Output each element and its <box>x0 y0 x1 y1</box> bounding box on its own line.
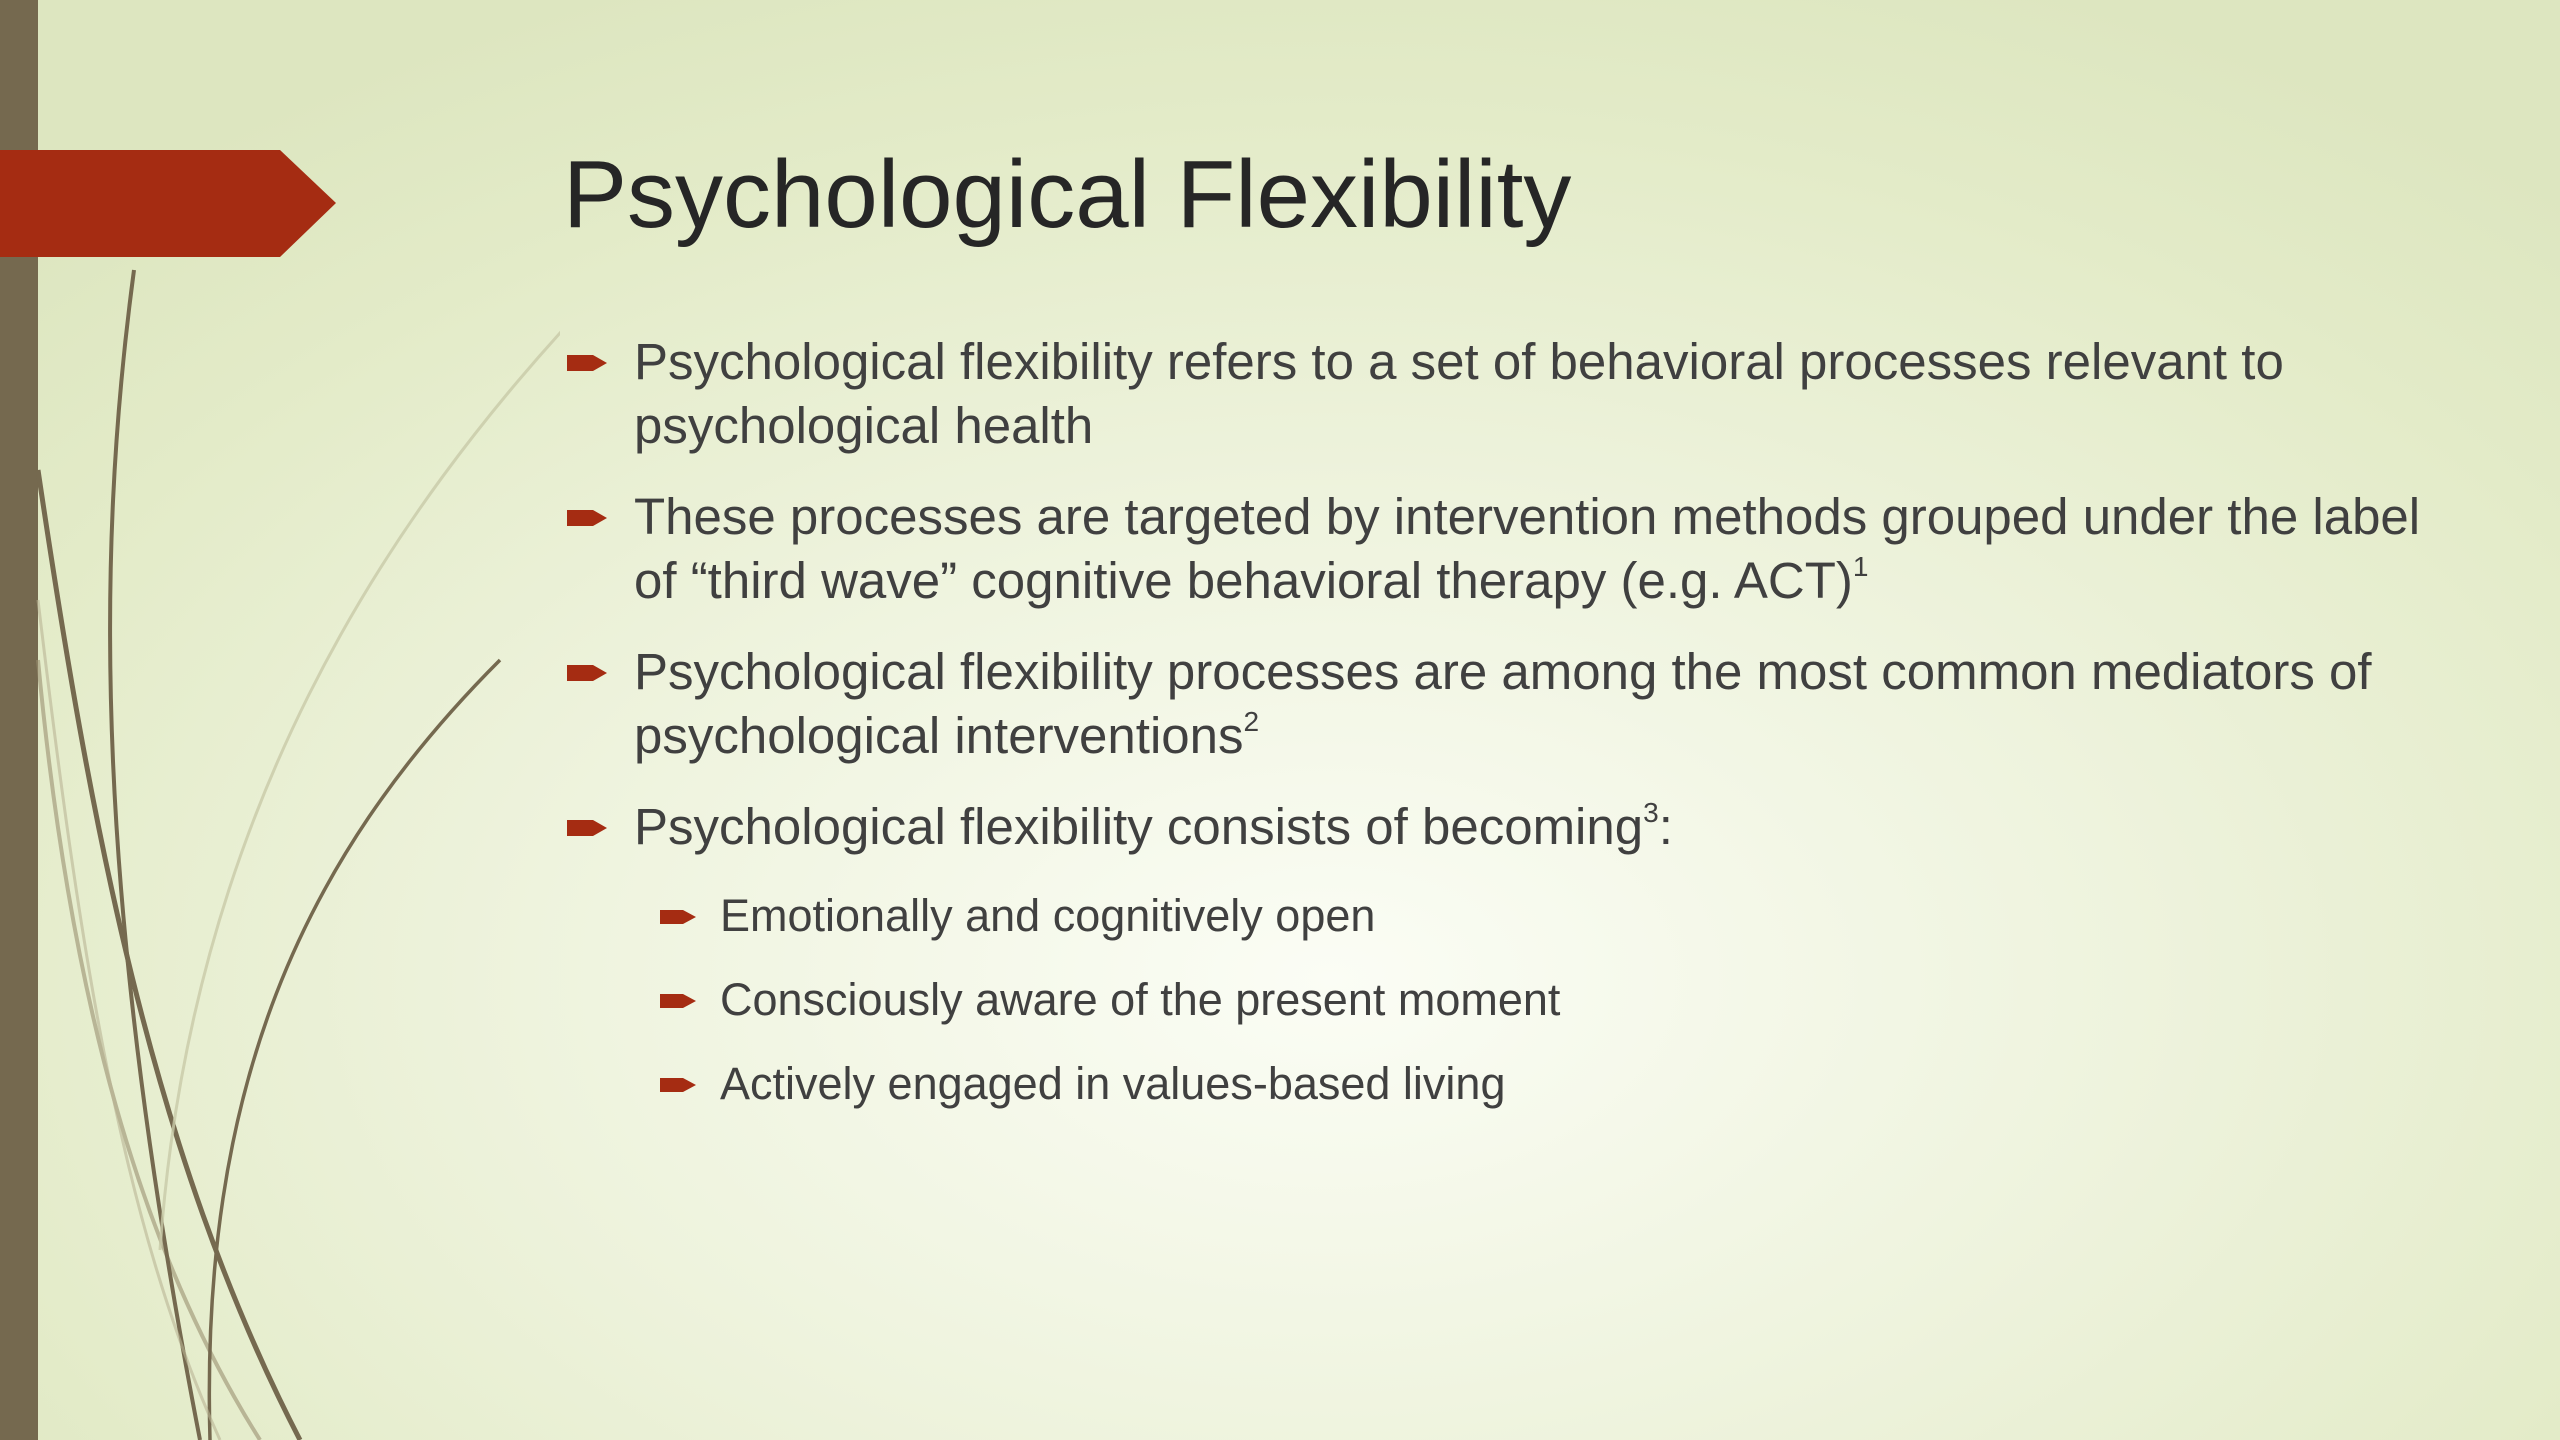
arrow-bullet-icon <box>567 352 607 374</box>
bullet-text: These processes are targeted by intervention methods grouped under the label of “third wave” cognitive behavioral therapy (e.g. ACT) <box>634 488 2421 609</box>
slide-title: Psychological Flexibility <box>563 141 1572 248</box>
sub-bullet-item-2 <box>658 970 2463 1030</box>
bullet-item-2 <box>563 485 2463 613</box>
footnote-ref: 2 <box>1243 705 1260 737</box>
sub-bullet-item-3 <box>658 1054 2463 1114</box>
arrow-bullet-icon <box>660 991 696 1011</box>
sub-bullet-group <box>563 886 2463 1114</box>
sub-bullet-text: Consciously aware of the present moment <box>720 974 1561 1025</box>
title-flag <box>0 150 336 257</box>
arrow-bullet-icon <box>567 507 607 529</box>
footnote-ref: 3 <box>1643 796 1659 828</box>
bullet-suffix: : <box>1658 798 1673 855</box>
bullet-item-1 <box>563 330 2463 458</box>
bullet-list <box>563 330 2463 1138</box>
bullet-text: Psychological flexibility processes are among the most common mediators of psychological interventions <box>634 643 2372 764</box>
sub-bullet-list <box>563 886 2463 1114</box>
bullet-text: Psychological flexibility refers to a set of behavioral processes relevant to psychological health <box>634 333 2284 454</box>
bullet-item-4 <box>563 795 2463 859</box>
arrow-bullet-icon <box>660 1075 696 1095</box>
sub-bullet-item-1 <box>658 886 2463 946</box>
arrow-bullet-icon <box>660 907 696 927</box>
sub-bullet-text: Actively engaged in values-based living <box>720 1058 1506 1109</box>
bullet-text: Psychological flexibility consists of becoming <box>634 798 1644 855</box>
arrow-bullet-icon <box>567 662 607 684</box>
footnote-ref: 1 <box>1852 550 1869 582</box>
arrow-bullet-icon <box>567 817 607 839</box>
sub-bullet-text: Emotionally and cognitively open <box>720 890 1376 941</box>
bullet-item-3 <box>563 640 2463 768</box>
